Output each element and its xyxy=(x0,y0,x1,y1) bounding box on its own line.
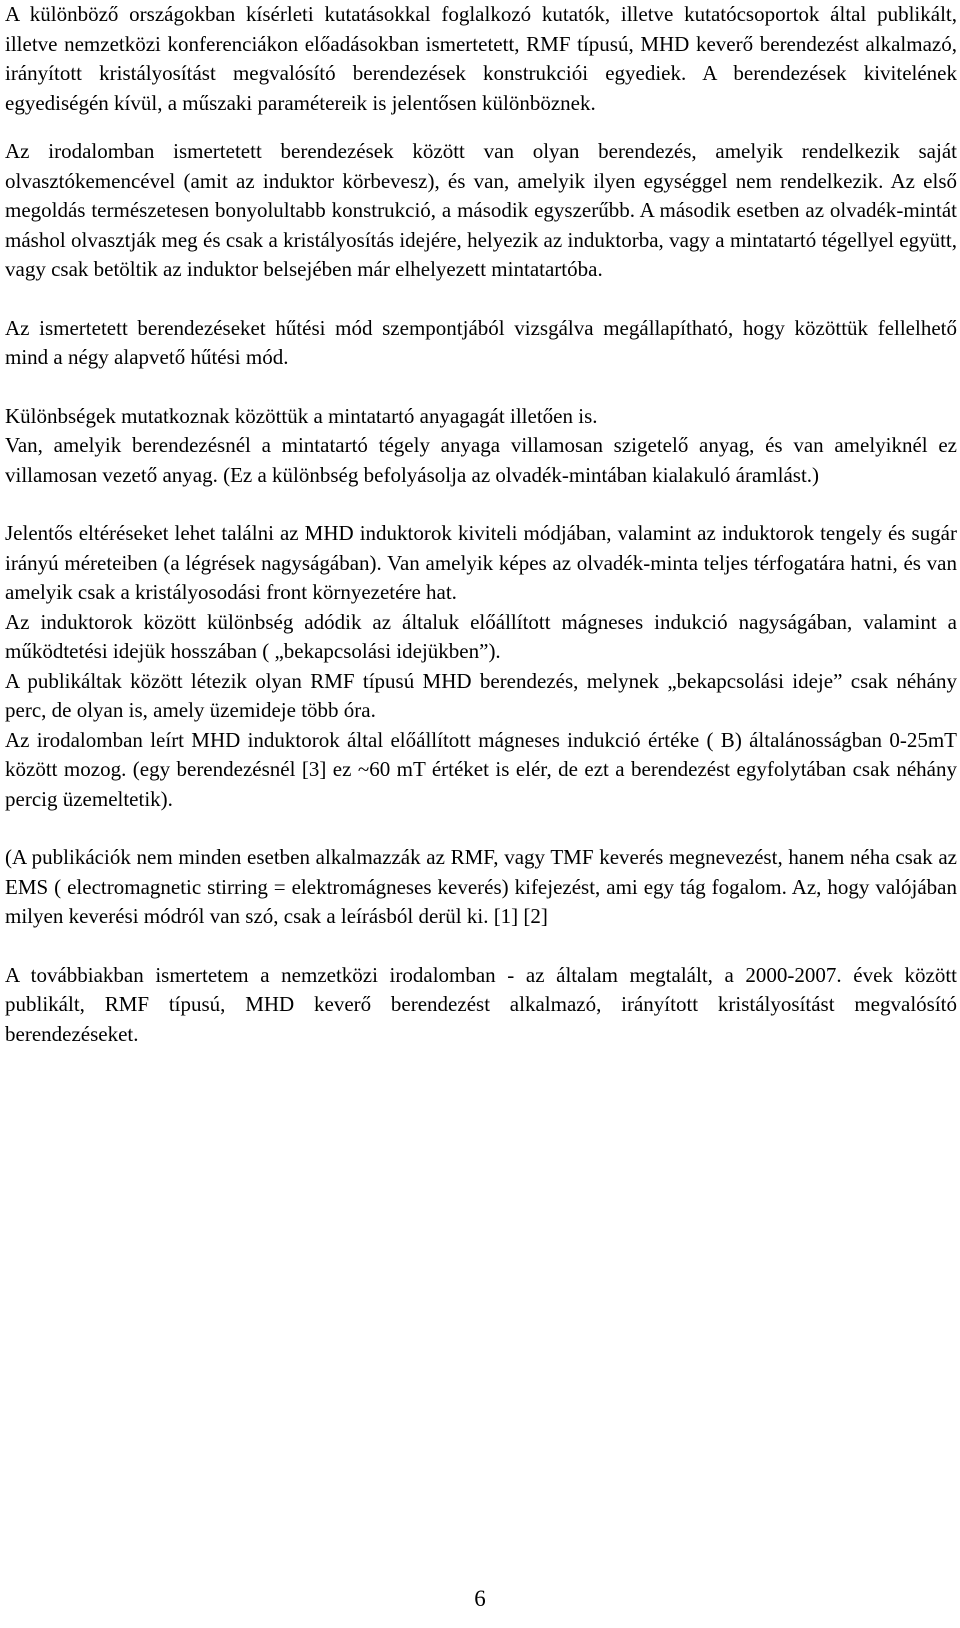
paragraph-terminology: (A publikációk nem minden esetben alkalmazzák az RMF, vagy TMF keverés megnevezést, hanem néha csak az EMS ( electromagnetic stirring = elektromágneses keverés) kifejezést, ami egy tág fogalom. Az, hogy valójában milyen keverési módról van szó, csak a leírásból derül ki. [1] [2] xyxy=(5,845,957,928)
paragraph-differences: Különbségek mutatkoznak közöttük a mintatartó anyagagát illetően is. xyxy=(5,403,598,428)
paragraph-intro: A különböző országokban kísérleti kutatásokkal foglalkozó kutatók, illetve kutatócsoportok által publikált, illetve nemzetközi konferenciákon előadásokban ismertetett, RMF típusú, MHD keverő berendezést alkalmazó, irányított kristályosítást megvalósító berendezések konstrukciói egyediek. A berendezések kivitelének egyediségén kívül, a műszaki paramétereik is jelentősen különböznek. xyxy=(5,2,957,115)
paragraph-furnace: Az irodalomban ismertetett berendezések között van olyan berendezés, amelyik rendelkezik saját olvasztókemencével (amit az induktor körbevesz), és van, amelyik ilyen egységgel nem rendelkezik. Az első megoldás természetesen bonyolultabb konstrukció, a második egyszerűbb. A második esetben az olvadék-mintát máshol olvasztják meg és csak a kristályosítás idejére, helyezik az induktorba, vagy a mintatartó tégellyel együtt, vagy csak betöltik az induktor belsejében már elhelyezett mintatartóba. xyxy=(5,139,957,281)
paragraph-cooling: Az ismertetett berendezéseket hűtési mód szempontjából vizsgálva megállapítható, hogy közöttük fellelhető mind a négy alapvető hűtési mód. xyxy=(5,315,957,369)
paragraph-field-value: Az irodalomban leírt MHD induktorok által előállított mágneses indukció értéke ( B) általánosságban 0-25mT között mozog. (egy berendezésnél [3] ez ~60 mT értéket is elér, de ezt a berendezést egyfolytában csak néhány percig üzemeltetik). xyxy=(5,727,957,811)
paragraph-crucible: Van, amelyik berendezésnél a mintatartó tégely anyaga villamosan szigetelő anyag, és van amelyiknél ez villamosan vezető anyag. (Ez a különbség befolyásolja az olvadék-mintában kialakuló áramlást.) xyxy=(5,433,957,487)
paragraph-induction: Az induktorok között különbség adódik az általuk előállított mágneses indukció nagyságában, valamint a működtetési idejük hosszában ( „bekapcsolási idejükben”). xyxy=(5,609,957,663)
paragraph-switch-on: A publikáltak között létezik olyan RMF típusú MHD berendezés, melynek „bekapcsolási ideje” csak néhány perc, de olyan is, amely üzemideje több óra. xyxy=(5,668,957,722)
page-number: 6 xyxy=(474,1586,486,1611)
paragraph-next: A továbbiakban ismertetem a nemzetközi irodalomban - az általam megtalált, a 2000-2007. évek között publikált, RMF típusú, MHD keverő berendezést alkalmazó, irányított kristályosítást megvalósító berendezéseket. xyxy=(5,962,957,1046)
paragraph-inductors: Jelentős eltéréseket lehet találni az MHD induktorok kiviteli módjában, valamint az induktorok tengely és sugár irányú méreteiben (a légrések nagyságában). Van amelyik képes az olvadék-minta teljes térfogatára hatni, és van amelyik csak a kristályosodási front környezetére hat. xyxy=(5,521,957,604)
document-page xyxy=(5,0,957,1049)
